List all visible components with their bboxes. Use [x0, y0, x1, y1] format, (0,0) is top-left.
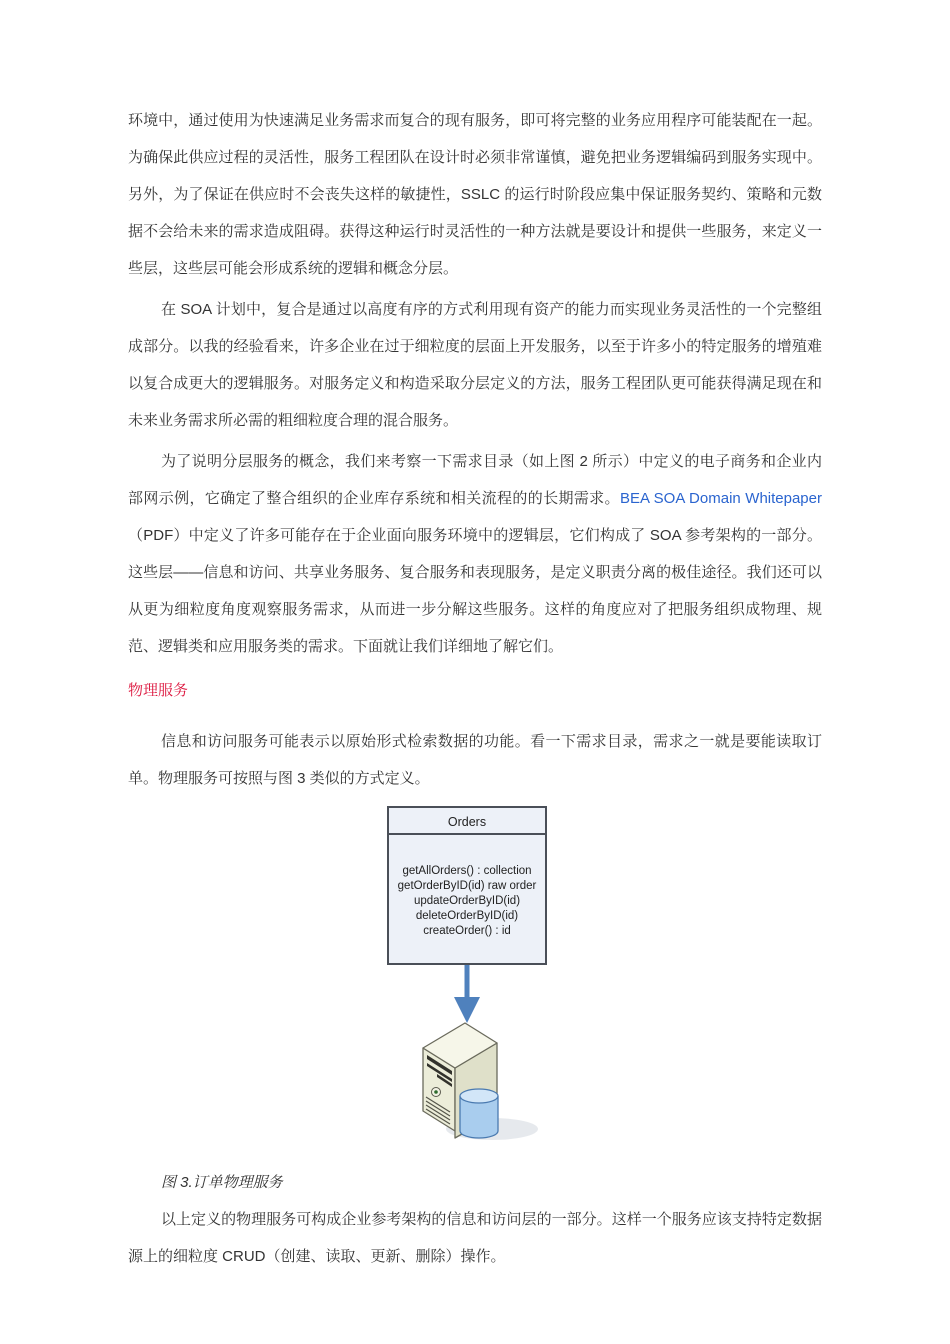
- paragraph-3-text-after: （PDF）中定义了许多可能存在于企业面向服务环境中的逻辑层，它们构成了 SOA 参考架构的一部分。这些层——信息和访问、共享业务服务、复合服务和表现服务，是定义职责分离的极佳途径。我们还可以从更为细粒度角度观察服务需求，从而进一步分解这些服务。这样的角度应对了把服务组织成物理、规范、逻辑类和应用服务类的需求。下面就让我们详细地了解它们。: [128, 527, 822, 655]
- class-title: Orders: [447, 815, 487, 829]
- paragraph-5: 以上定义的物理服务可构成企业参考架构的信息和访问层的一部分。这样一个服务应该支持特定数据源上的细粒度 CRUD（创建、读取、更新、删除）操作。: [128, 1211, 822, 1265]
- database-cylinder-icon: [460, 1089, 498, 1138]
- figure-3-diagram: [370, 801, 590, 1146]
- section-heading-physical-services: 物理服务: [128, 682, 189, 699]
- class-method: getAllOrders() : collection: [402, 865, 532, 877]
- figure-caption: 图 3.订单物理服务: [161, 1174, 283, 1191]
- paragraph-3: [128, 443, 822, 665]
- paragraph-2: 在 SOA 计划中，复合是通过以高度有序的方式利用现有资产的能力而实现业务灵活性的一个完整组成部分。以我的经验看来，许多企业在过于细粒度的层面上开发服务，以至于许多小的特定服务的增殖难以复合成更大的逻辑服务。对服务定义和构造采取分层定义的方法，服务工程团队更可能获得满足现在和未来业务需求所必需的粗细粒度合理的混合服务。: [128, 301, 822, 429]
- class-method: deleteOrderByID(id): [415, 910, 519, 922]
- down-arrow-icon: [454, 965, 480, 1023]
- paragraph-4: 信息和访问服务可能表示以原始形式检索数据的功能。看一下需求目录，需求之一就是要能读取订单。物理服务可按照与图 3 类似的方式定义。: [128, 733, 822, 787]
- class-method: updateOrderByID(id): [413, 895, 521, 907]
- orders-class-box: [388, 807, 546, 964]
- figure-3: [370, 801, 590, 1151]
- class-method: getOrderByID(id) raw order: [397, 880, 537, 892]
- bea-soa-domain-whitepaper-link[interactable]: BEA SOA Domain Whitepaper: [619, 490, 822, 507]
- paragraph-1: 环境中，通过使用为快速满足业务需求而复合的现有服务，即可将完整的业务应用程序可能装配在一起。为确保此供应过程的灵活性，服务工程团队在设计时必须非常谨慎，避免把业务逻辑编码到服务实现中。另外，为了保证在供应时不会丧失这样的敏捷性，SSLC 的运行时阶段应集中保证服务契约、策略和元数据不会给未来的需求造成阻碍。获得这种运行时灵活性的一种方法就是要设计和提供一些服务，来定义一些层，这些层可能会形成系统的逻辑和概念分层。: [128, 112, 822, 277]
- paragraph-3-text-before: 为了说明分层服务的概念，我们来考察一下需求目录（如上图 2 所示）中定义的电子商务和企业内部网示例，它确定了整合组织的企业库存系统和相关流程的的长期需求。: [128, 453, 822, 507]
- class-method: createOrder() : id: [423, 925, 511, 937]
